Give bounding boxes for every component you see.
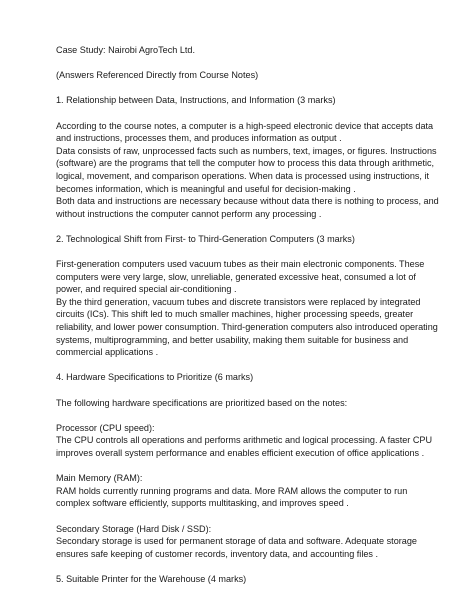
memory-line: complex software efficiently, supports multitasking, and improves speed . xyxy=(56,498,349,509)
section1-line: Data consists of raw, unprocessed facts such as numbers, text, images, or figures. Instructions xyxy=(56,145,437,156)
section2-line: First-generation computers used vacuum tubes as their main electronic components. These xyxy=(56,259,425,270)
processor-line: The CPU controls all operations and performs arithmetic and logical processing. A faster CPU xyxy=(56,435,433,446)
section1-line: logical, movement, and comparison operations. When data is processed using instructions, it xyxy=(56,170,430,181)
section1-line: Both data and instructions are necessary because without data there is nothing to process, and xyxy=(56,196,439,207)
document-title: Case Study: Nairobi AgroTech Ltd. xyxy=(56,45,196,55)
section2-line: By the third generation, vacuum tubes and discrete transistors were replaced by integrated xyxy=(56,296,421,307)
section4-intro: The following hardware specifications are prioritized based on the notes: xyxy=(56,397,348,408)
section2-line: reliability, and lower power consumption. Third-generation computers also introduced operating xyxy=(56,322,438,333)
section1-line: (software) are the programs that tell the computer how to process this data through arithmetic, xyxy=(56,158,435,169)
section2-line: computers were very large, slow, unreliable, generated excessive heat, consumed a lot of xyxy=(56,271,416,282)
section1-line: and instructions, processes them, and produces information as output . xyxy=(56,133,342,144)
section1-line: According to the course notes, a computer is a high-speed electronic device that accepts data xyxy=(56,120,434,131)
processor-label: Processor (CPU speed): xyxy=(56,422,155,433)
memory-line: RAM holds currently running programs and data. More RAM allows the computer to run xyxy=(56,485,408,496)
document-subtitle: (Answers Referenced Directly from Course Notes) xyxy=(56,70,259,81)
section1-line: without instructions the computer cannot perform any processing . xyxy=(56,208,322,219)
section5-heading: 5. Suitable Printer for the Warehouse (4 marks) xyxy=(56,573,247,584)
section1-heading: 1. Relationship between Data, Instructions, and Information (3 marks) xyxy=(56,95,336,106)
storage-line: Secondary storage is used for permanent storage of data and software. Adequate storage xyxy=(56,536,417,547)
section2-line: circuits (ICs). This shift led to much smaller machines, higher processing speeds, greater xyxy=(56,309,414,320)
section2-line: power, and required special air-conditioning . xyxy=(56,284,237,295)
processor-line: improves overall system performance and enables efficient execution of office applications . xyxy=(56,448,425,458)
section4-heading: 4. Hardware Specifications to Prioritize (6 marks) xyxy=(56,372,254,383)
storage-line: ensures safe keeping of customer records, inventory data, and accounting files . xyxy=(56,548,378,559)
section2-line: commercial applications . xyxy=(56,347,159,358)
memory-label: Main Memory (RAM): xyxy=(56,473,143,484)
section2-heading: 2. Technological Shift from First- to Third-Generation Computers (3 marks) xyxy=(56,233,355,244)
section1-line: becomes information, which is meaningful and useful for decision-making . xyxy=(56,183,356,194)
storage-label: Secondary Storage (Hard Disk / SSD): xyxy=(56,523,212,534)
section2-line: systems, multiprogramming, and better usability, making them suitable for business and xyxy=(56,334,409,345)
